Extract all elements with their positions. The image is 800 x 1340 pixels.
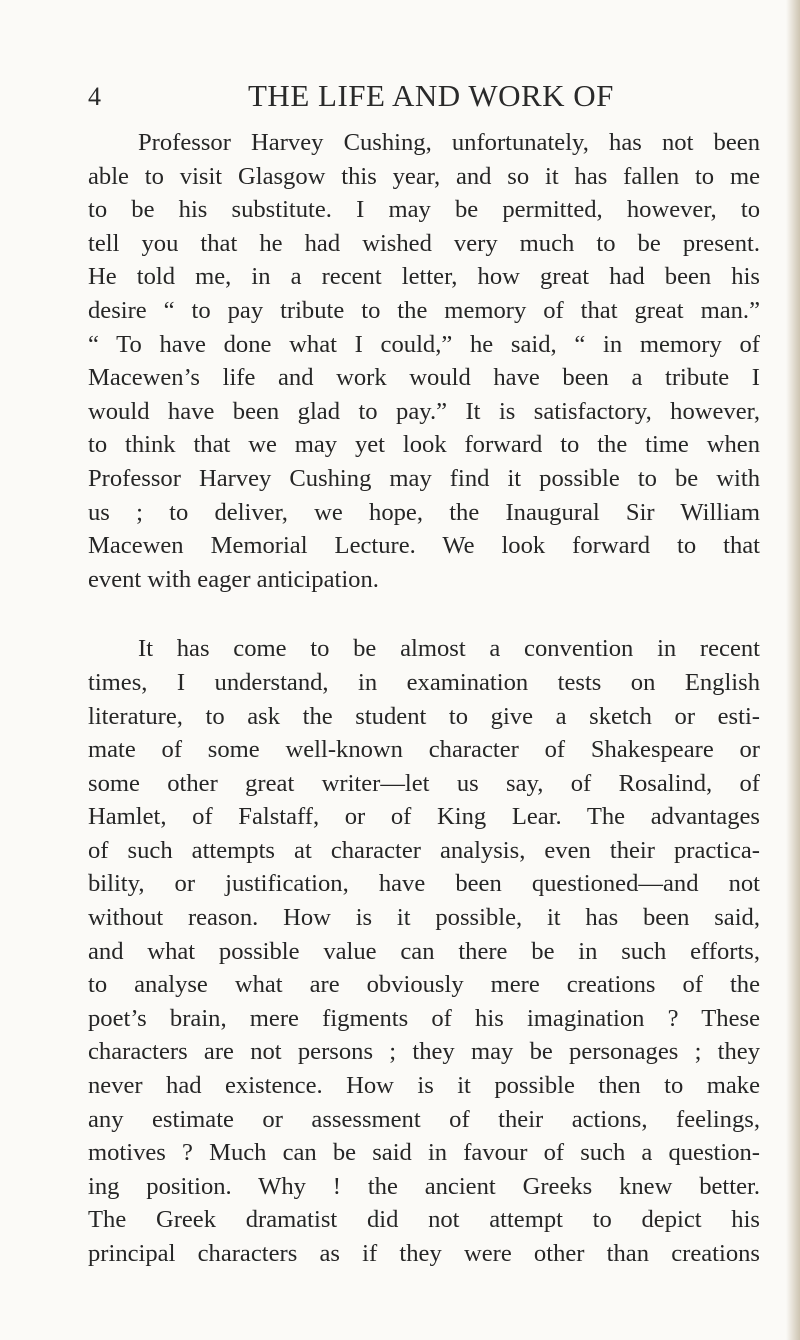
text-line: some other great writer—let us say, of Rosalind, of — [88, 769, 760, 797]
text-line: Professor Harvey Cushing may find it possible to be with — [88, 464, 760, 492]
running-head — [88, 78, 762, 118]
text-line: without reason. How is it possible, it has been said, — [88, 904, 760, 932]
page-number: 4 — [88, 82, 101, 111]
text-line: tell you that he had wished very much to be present. — [88, 229, 760, 257]
text-line: would have been glad to pay.” It is satisfactory, however, — [88, 397, 760, 425]
text-line: Professor Harvey Cushing, unfortunately, has not been — [138, 129, 760, 156]
text-line: characters are not persons ; they may be personages ; they — [88, 1038, 760, 1066]
text-line: literature, to ask the student to give a sketch or esti- — [88, 702, 760, 730]
text-line: Macewen Memorial Lecture. We look forward to that — [88, 532, 760, 560]
paragraph-2 — [88, 632, 760, 1270]
text-line: Macewen’s life and work would have been a tribute I — [88, 364, 760, 392]
text-line: motives ? Much can be said in favour of such a question- — [88, 1139, 760, 1167]
text-line: to be his substitute. I may be permitted, however, to — [88, 196, 760, 224]
text-line: and what possible value can there be in such efforts, — [88, 937, 760, 965]
text-line: times, I understand, in examination tests on English — [88, 668, 760, 696]
text-line: poet’s brain, mere figments of his imagination ? These — [88, 1004, 760, 1032]
text-line: able to visit Glasgow this year, and so it has fallen to me — [88, 162, 760, 190]
text-line: never had existence. How is it possible then to make — [88, 1072, 760, 1100]
text-line: of such attempts at character analysis, even their practica- — [88, 836, 760, 864]
text-line: Hamlet, of Falstaff, or of King Lear. The advantages — [88, 803, 760, 831]
text-line: principal characters as if they were other than creations — [88, 1240, 760, 1267]
running-title: THE LIFE AND WORK OF — [248, 78, 614, 113]
text-line: bility, or justification, have been questioned—and not — [88, 870, 760, 898]
body-text — [88, 126, 760, 1271]
text-line: to analyse what are obviously mere creations of the — [88, 971, 760, 999]
text-line: “ To have done what I could,” he said, “ in memory of — [88, 330, 760, 358]
paragraph-gap — [88, 596, 760, 632]
text-line: to think that we may yet look forward to the time when — [88, 431, 760, 459]
text-line: He told me, in a recent letter, how great had been his — [88, 263, 760, 291]
text-line: any estimate or assessment of their actions, feelings, — [88, 1105, 760, 1133]
text-line: us ; to deliver, we hope, the Inaugural Sir William — [88, 498, 760, 526]
text-line: The Greek dramatist did not attempt to depict his — [88, 1206, 760, 1234]
text-line: It has come to be almost a convention in recent — [138, 635, 760, 663]
text-line: desire “ to pay tribute to the memory of that great man.” — [88, 296, 760, 324]
page-edge-shadow — [786, 0, 800, 1340]
paragraph-1 — [88, 126, 760, 596]
text-line: ing position. Why ! the ancient Greeks knew better. — [88, 1172, 760, 1200]
text-line: mate of some well-known character of Shakespeare or — [88, 736, 760, 764]
text-line: event with eager anticipation. — [88, 565, 379, 593]
